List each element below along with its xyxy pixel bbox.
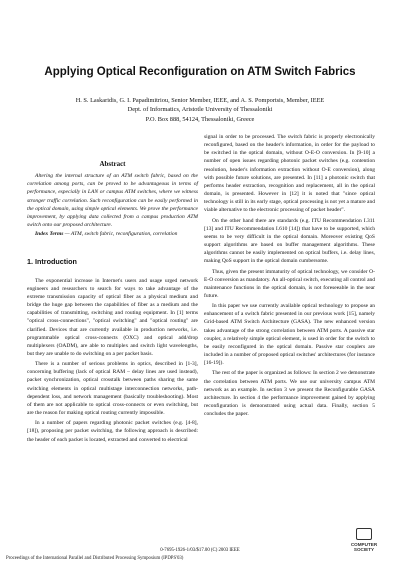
body-paragraph: On the other hand there are standards (e.g. ITU Recommendation I.311 [13] and ITU Recommendation I.610 [14]) that have to be supported, which seems to be very difficult in the optical domain. Moreover existing QoS support algorithms are based on buffer management algorithms. These algorithms cannot be easily implemented on optical buffers, i.e. delay lines, making QoS support in the optical domain cumbersome. [204,217,375,265]
left-column [27,160,198,444]
author-names: H. S. Laskaridis, G. I. Papadimitriou, Senior Member, IEEE, and A. S. Pomportsis, Member, IEEE [75,97,325,104]
body-paragraph: In this paper we use currently available optical technology to propose an enhancement of a switch fabric presented in our previous work [15], namely Grid-based ATM Switch Architecture (GASA). The new enhanced version takes advantage of the strong correlation between ATM ports. A passive star coupler, a relatively simple optical element, is used in order for the switch to be easily reconfigured in the optical domain. Passive star couplers are included in a number of proposed optical switches' architectures (for instance [16-19]). [204,303,375,367]
body-paragraph: signal in order to be processed. The switch fabric is properly electronically reconfigured, based on the header's information, in order for the payload to be switched in the optical domain, without O-E-O conversion. In [9-10] a number of open issues regarding photonic packet switches (e.g. contention resolution, header's information extraction without O-E conversion), along with possible future solutions, are presented. In [11] a photonic switch that performs header extraction, recognition and replacement, all in the optical domain, is presented. However in [12] it is noted that "since optical technology is still in its early stage, optical processing is not yet a mature and viable alternative to the electronic processing of packet header". [204,134,375,214]
index-terms [27,230,198,238]
body-paragraph: The rest of the paper is organized as follows: In section 2 we demonstrate the correlation between ATM ports. We use our university campus ATM network as an example. In section 3 we present the Reconfigurable GASA architecture. In section 4 the performance improvement gained by applying reconfiguration is demonstrated using actual data. Finally, section 5 concludes the paper. [204,370,375,418]
section-heading: 1. Introduction [27,257,77,267]
intro-paragraph: In a number of papers regarding photonic packet switches (e.g. [4-8], [18]), proposing per packet switching, the following approach is described: the header of each packet is located, extracted and converted to electrical [27,420,198,443]
logo-text: COMPUTER SOCIETY [350,542,378,552]
computer-society-icon [356,528,372,540]
intro-paragraph: There is a number of serious problems in optics, described in [1-3], concerning buffering (lack of optical RAM – delay lines are used instead), packet synchronization, optical crosstalk between paths sharing the same switching elements in optical multistage interconnection networks, path-dependent loss, and network management (basically troubleshooting). Most of them are not applicable to optical cross-connects or even switching, but are the reason for making optical routing currently impossible. [27,361,198,417]
proceedings-line: Proceedings of the International Parallel and Distributed Processing Symposium (IPDPS'03) [6,556,184,561]
author-block [0,96,400,124]
abstract-heading: Abstract [99,160,126,168]
intro-paragraph: The exponential increase in Internet's users and usage urged network engineers and researchers to search for ways to take advantage of the extreme transmission capacity of optical fiber as a physical medium and bridge the huge gap between the capabilities of fiber as a medium and the capabilities of transmitting, switching and routing equipment. In [1] terms "optical cross-connections", "optical switching" and "optical routing" are clarified. Devices that are currently available in production networks, i.e. programmable optical cross-connects (OXC) and optical add/drop multiplexers (OADM), are able to multiplex and switch light wavelengths, but they are unable to do switching on a per packet basis. [27,277,198,357]
computer-society-logo [342,528,386,552]
body-paragraph: Thus, given the present immaturity of optical technology, we consider O-E-O conversion as mandatory. An all-optical switch, executing all control and maintenance functions in the optical domain, is not foreseeable in the near future. [204,268,376,299]
author-address: P.O. Box 888, 54124, Thessaloniki, Greece [145,115,255,123]
index-terms-label: Index Terms [35,231,64,238]
paper-title: Applying Optical Reconfiguration on ATM Switch Fabrics [44,66,356,78]
author-dept: Dept. of Informatics, Aristotle University of Thessaloniki [127,106,273,114]
right-column [204,133,375,418]
abstract-text: Altering the internal structure of an ATM switch fabric, based on the correlation among ports, can be proved to be advantageous in terms of performance, especially in LAN or campus ATM switches, where we witness stronger traffic correlation. Such reconfiguration can be easily performed in the optical domain, using simple optical elements. We prove the performance improvement, by applying data collected from a campus production ATM switch onto our proposed architecture. [27,173,198,229]
index-terms-text: — ATM, switch fabric, reconfiguration, correlation [63,231,178,238]
isbn-line: 0-7695-1926-1/03/$17.00 (C) 2003 IEEE [160,548,240,553]
